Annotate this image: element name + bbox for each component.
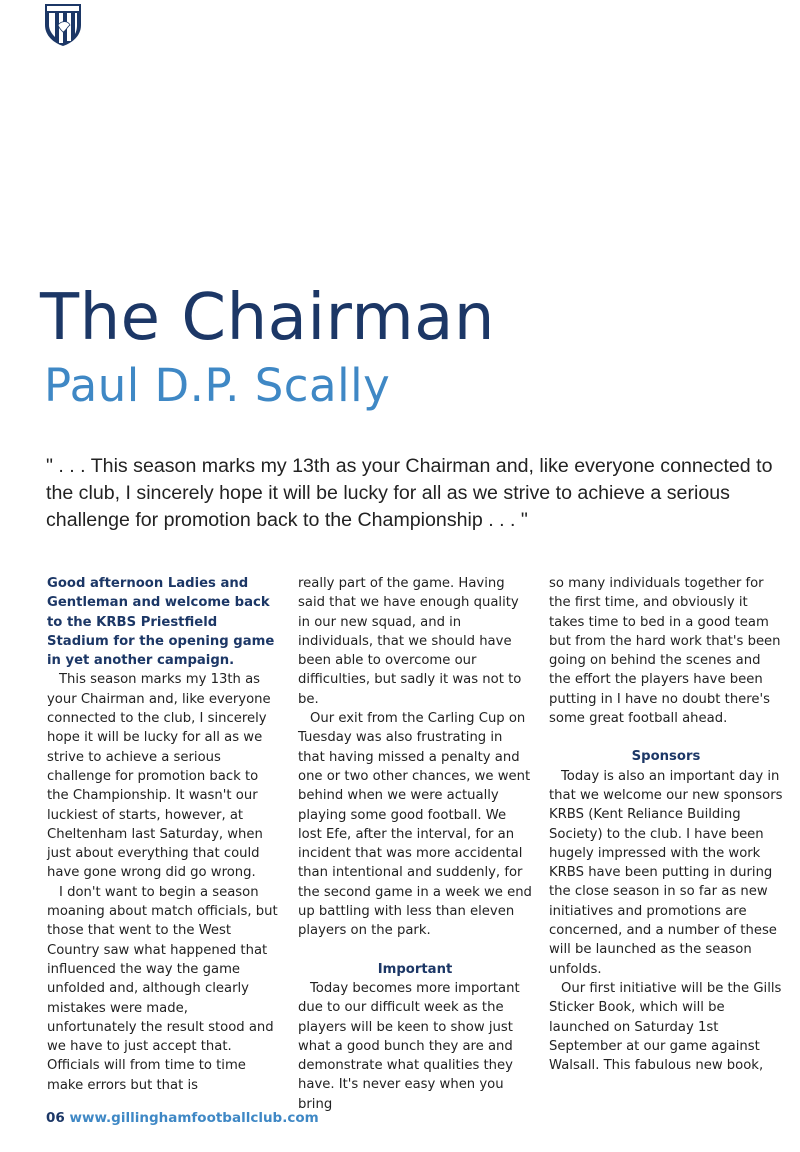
body-paragraph: Our first initiative will be the Gills Sticker Book, which will be launched on Saturday 1st September at our game against Walsall. This fabulous new book,	[549, 980, 782, 1074]
body-paragraph: so many individuals together for the first time, and obviously it takes time to bed in a good team but from the hard work that's been going on behind the scenes and the effort the players have been putting in I have no doubt there's some great football ahead.	[549, 576, 781, 727]
pull-quote: " . . . This season marks my 13th as your Chairman and, like everyone connected to the club, I sincerely hope it will be lucky for all as we strive to achieve a serious challenge for promotion back to the Championship . . . "	[46, 455, 773, 531]
article-column-1	[47, 574, 281, 1095]
page-title: The Chairman	[40, 281, 495, 355]
section-heading-important: Important	[377, 961, 453, 977]
intro-paragraph: Good afternoon Ladies and Gentleman and welcome back to the KRBS Priestfield Stadium for the opening game in yet another campaign.	[47, 576, 275, 669]
club-crest-logo	[44, 3, 82, 47]
body-paragraph: Today is also an important day in that we welcome our new sponsors KRBS (Kent Reliance Building Society) to the club. I have been hugely impressed with the work KRBS have been putting in during the close season in so far as new initiatives and promotions are concerned, and a number of these will be launched as the season unfolds.	[549, 768, 783, 977]
footer-url: www.gillinghamfootballclub.com	[69, 1110, 319, 1126]
body-paragraph: This season marks my 13th as your Chairman and, like everyone connected to the club, I sincerely hope it will be lucky for all as we strive to achieve a serious challenge for promotion back to the Championship. It wasn't our luckiest of starts, however, at Cheltenham last Saturday, when just about everything that could have gone wrong did go wrong.	[47, 672, 271, 881]
page-subtitle: Paul D.P. Scally	[44, 359, 391, 412]
article-column-2	[298, 574, 532, 1114]
body-paragraph: I don't want to begin a season moaning about match officials, but those that went to the West Country saw what happened that influenced the way the game unfolded and, although clearly mistakes were made, unfortunately the result stood and we have to just accept that. Officials will from time to time make errors but that is	[47, 884, 278, 1093]
page-number: 06	[46, 1110, 65, 1126]
body-paragraph: Today becomes more important due to our difficult week as the players will be keen to show just what a good bunch they are and demonstrate what qualities they have. It's never easy when you bring	[298, 980, 520, 1112]
body-paragraph: Our exit from the Carling Cup on Tuesday was also frustrating in that having missed a penalty and one or two other chances, we went behind when we were actually playing some good football. We lost Efe, after the interval, for an incident that was more accidental than intentional and suddenly, for the second game in a week we end up battling with less than eleven players on the park.	[298, 711, 532, 939]
section-heading-sponsors: Sponsors	[631, 749, 701, 765]
page-footer	[46, 1110, 319, 1126]
body-paragraph: really part of the game. Having said that we have enough quality in our new squad, and in individuals, that we should have been able to overcome our difficulties, but sadly it was not to be.	[298, 576, 522, 707]
article-column-3	[549, 574, 783, 1075]
